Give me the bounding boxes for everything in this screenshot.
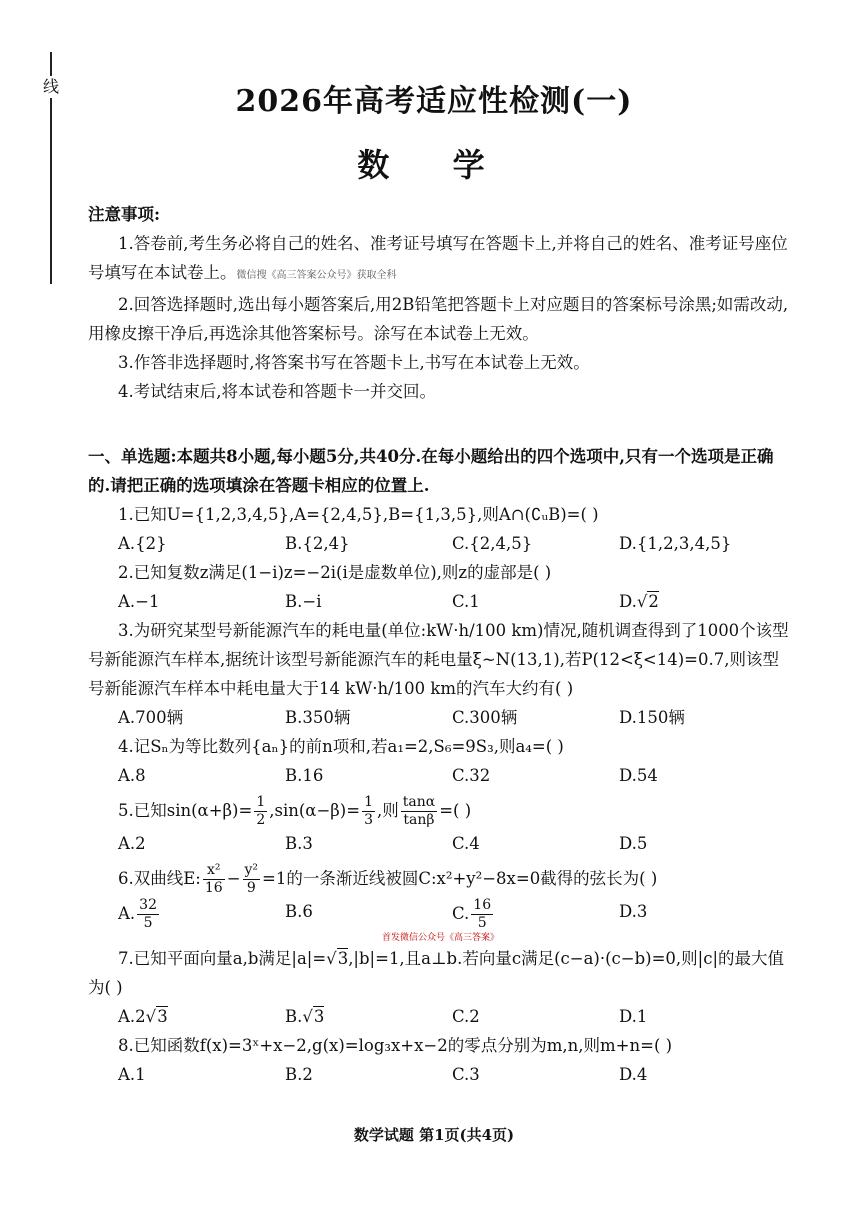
option-a: A.8: [118, 766, 146, 785]
page-footer: 数学试题 第1页(共4页): [353, 1126, 515, 1144]
option-b: B.−i: [285, 592, 322, 611]
question-7: 7.已知平面向量a,b满足|a|=√3,|b|=1,且a⊥b.若向量c满足(c−a)·(c−b)=0,则|c|的最大值为( ): [88, 949, 785, 997]
notice-watermark: 微信搜《高三答案公众号》获取全科: [236, 270, 397, 281]
option-c: C.300辆: [452, 708, 518, 727]
option-d: D.5: [619, 834, 648, 853]
question-7-options: [118, 1002, 793, 1031]
question-5: 5.已知sin(α+β)= $\frac{1}{2}$ ,sin(α−β)= $\frac{1}{3}$ ,则 $\frac{\tan\alpha}{\tan\beta}$ =( ): [118, 794, 472, 828]
question-6-options: [118, 897, 793, 932]
question-1: 1.已知U={1,2,3,4,5},A={2,4,5},B={1,3,5},则A∩(∁ᵤB)=( ): [118, 505, 599, 524]
exam-content: [88, 200, 793, 1089]
option-b: B.16: [285, 766, 324, 785]
section-heading: 一、单选题:本题共8小题,每小题5分,共40分.在每小题给出的四个选项中,只有一个选项是正确的.请把正确的选项填涂在答题卡相应的位置上.: [88, 447, 774, 495]
question-4-options: [118, 761, 793, 790]
option-c: C.{2,4,5}: [452, 534, 533, 553]
question-4: 4.记Sₙ为等比数列{aₙ}的前n项和,若a₁=2,S₆=9S₃,则a₄=( ): [118, 737, 564, 756]
option-b: B.3: [285, 834, 313, 853]
option-d: D.√2: [619, 592, 659, 611]
option-a: A.{2}: [118, 534, 167, 553]
option-c: C.2: [452, 1007, 480, 1026]
option-d: D.150辆: [619, 708, 685, 727]
exam-title: 2026年高考适应性检测(一): [235, 84, 633, 119]
option-d: D.54: [619, 766, 658, 785]
option-d: D.3: [619, 902, 648, 921]
option-d: D.1: [619, 1007, 648, 1026]
option-b: B.2: [285, 1065, 313, 1084]
notice-item-1: 1.答卷前,考生务必将自己的姓名、准考证号填写在答题卡上,并将自己的姓名、准考证号座位号填写在本试卷上。微信搜《高三答案公众号》获取全科: [88, 234, 788, 282]
question-3: 3.为研究某型号新能源汽车的耗电量(单位:kW·h/100 km)情况,随机调查得到了1000个该型号新能源汽车样本,据统计该型号新能源汽车的耗电量ξ~N(13,1),若P(12<ξ<14)=0.7,则该型号新能源汽车样本中耗电量大于14 kW·h/100 km的汽车大约有( ): [88, 621, 789, 698]
option-a: A.−1: [118, 592, 160, 611]
option-b: B.350辆: [285, 708, 351, 727]
fraction: $\frac{\text{y²}}{9}$: [244, 862, 259, 896]
question-8-options: [118, 1060, 793, 1089]
option-c: C. $\frac{16}{5}$: [452, 897, 492, 931]
question-3-options: [118, 703, 793, 732]
option-d: D.{1,2,3,4,5}: [619, 534, 732, 553]
option-c: C.32: [452, 766, 491, 785]
notice-item-3: 3.作答非选择题时,将答案书写在答题卡上,书写在本试卷上无效。: [118, 353, 590, 372]
option-a: A. $\frac{32}{5}$: [118, 897, 157, 931]
option-c: C.3: [452, 1065, 480, 1084]
fraction: $\frac{\tan\alpha}{\tan\beta}$: [402, 794, 436, 828]
notice-title: 注意事项:: [88, 205, 161, 224]
option-a: A.1: [118, 1065, 146, 1084]
option-a: A.700辆: [118, 708, 184, 727]
question-6: 6.双曲线E: $\frac{\text{x²}}{16}$ − $\frac{\text{y²}}{9}$ =1的一条渐近线被圆C:x²+y²−8x=0截得的弦长为( ): [118, 862, 658, 896]
option-a: A.2: [118, 834, 146, 853]
question-2: 2.已知复数z满足(1−i)z=−2i(i是虚数单位),则z的虚部是( ): [118, 563, 552, 582]
subject-title: 数 学: [357, 146, 511, 184]
option-c: C.1: [452, 592, 480, 611]
question-5-options: [118, 829, 793, 858]
page-watermark: 首发微信公众号《高三答案》: [381, 933, 499, 943]
option-b: B.{2,4}: [285, 534, 350, 553]
question-8: 8.已知函数f(x)=3ˣ+x−2,g(x)=log₃x+x−2的零点分别为m,n,则m+n=( ): [118, 1036, 673, 1055]
option-d: D.4: [619, 1065, 648, 1084]
option-c: C.4: [452, 834, 480, 853]
fraction: $\frac{\text{x²}}{16}$: [204, 862, 223, 896]
binding-char: 线: [40, 76, 62, 98]
fraction: $\frac{1}{3}$: [364, 794, 373, 828]
option-b: B.√3: [285, 1007, 325, 1026]
option-b: B.6: [285, 902, 313, 921]
option-a: A.2√3: [118, 1007, 168, 1026]
notice-item-4: 4.考试结束后,将本试卷和答题卡一并交回。: [118, 382, 436, 401]
fraction: $\frac{1}{2}$: [256, 794, 266, 828]
question-2-options: [118, 587, 793, 616]
question-1-options: [118, 529, 793, 558]
notice-item-2: 2.回答选择题时,选出每小题答案后,用2B铅笔把答题卡上对应题目的答案标号涂黑;如需改动,用橡皮擦干净后,再选涂其他答案标号。涂写在本试卷上无效。: [88, 295, 789, 343]
